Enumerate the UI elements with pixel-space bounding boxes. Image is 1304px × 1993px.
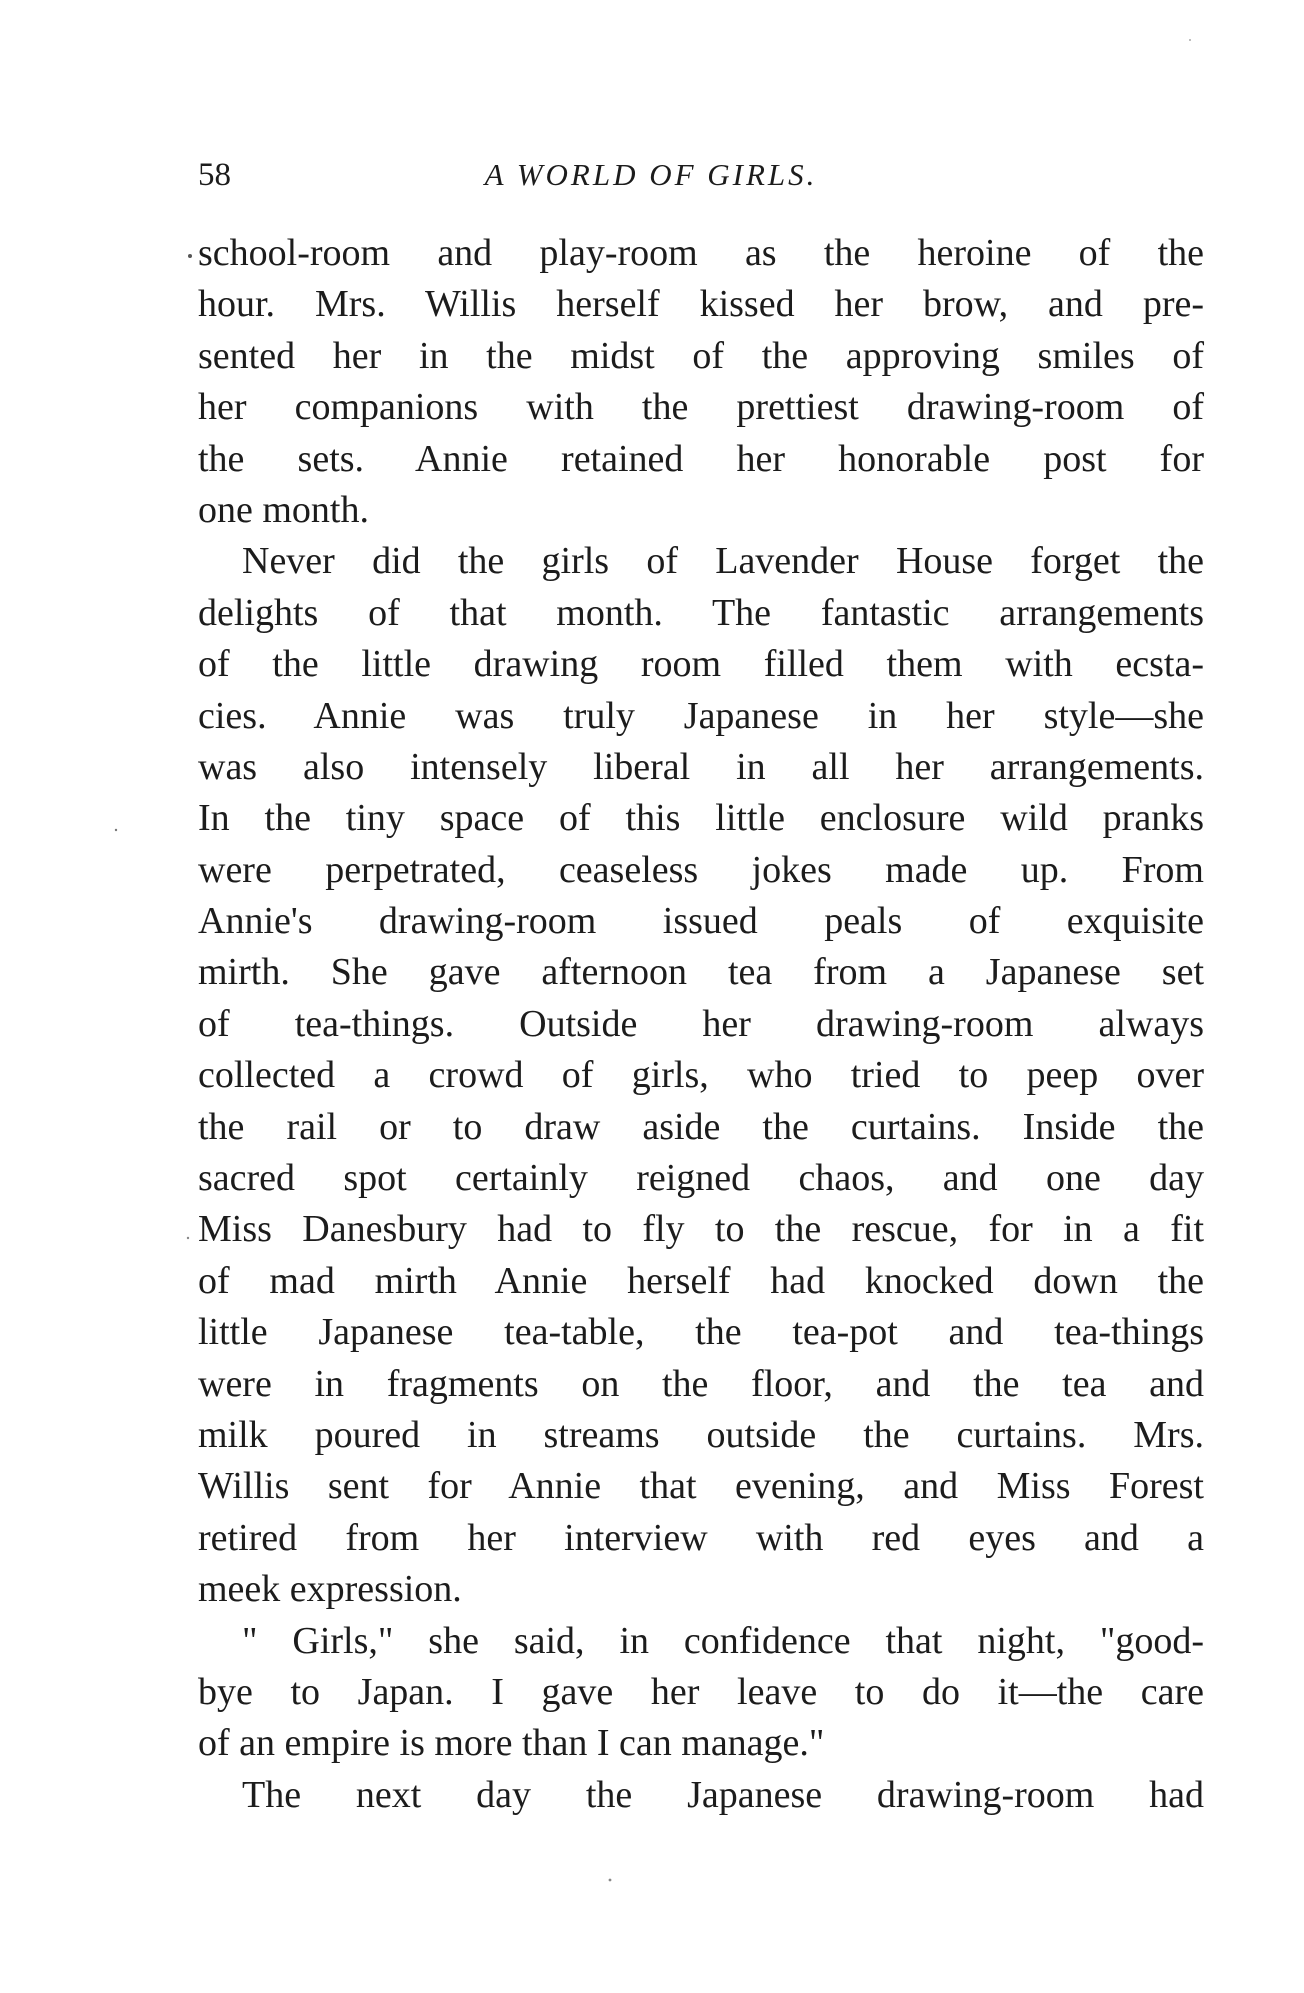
text-line: of the little drawing room filled them with ecsta- xyxy=(198,643,1204,686)
text-line: of an empire is more than I can manage." xyxy=(198,1722,825,1765)
text-line: Willis sent for Annie that evening, and Miss Forest xyxy=(198,1465,1204,1508)
text-line: mirth. She gave afternoon tea from a Japanese set xyxy=(198,951,1204,994)
body-text xyxy=(198,228,1204,1821)
text-line: of mad mirth Annie herself had knocked down the xyxy=(198,1259,1204,1302)
running-title: A WORLD OF GIRLS. xyxy=(484,157,818,192)
text-line: meek expression. xyxy=(198,1568,462,1611)
text-line: were in fragments on the floor, and the tea and xyxy=(198,1362,1204,1405)
text-line: milk poured in streams outside the curtains. Mrs. xyxy=(198,1413,1204,1456)
text-line: Never did the girls of Lavender House forget the xyxy=(242,540,1204,583)
text-line: sented her in the midst of the approving smiles of xyxy=(198,334,1204,377)
text-line: was also intensely liberal in all her arrangements. xyxy=(198,745,1204,788)
text-line: one month. xyxy=(198,488,369,531)
paper-speck xyxy=(609,1879,612,1882)
text-line: were perpetrated, ceaseless jokes made up. From xyxy=(198,848,1204,891)
text-line: the rail or to draw aside the curtains. Inside the xyxy=(198,1105,1204,1148)
text-line: school-room and play-room as the heroine of the xyxy=(198,232,1204,274)
text-line: " Girls," she said, in confidence that night, "good- xyxy=(242,1619,1204,1662)
page-header xyxy=(198,150,1204,200)
text-line: Annie's drawing-room issued peals of exquisite xyxy=(198,900,1204,943)
text-line: Miss Danesbury had to fly to the rescue, for in a fit xyxy=(198,1208,1204,1251)
text-line: her companions with the prettiest drawing-room of xyxy=(198,386,1204,429)
page-number: 58 xyxy=(198,157,231,193)
text-line: bye to Japan. I gave her leave to do it—the care xyxy=(198,1670,1204,1713)
text-line: of tea-things. Outside her drawing-room always xyxy=(198,1002,1204,1045)
text-line: the sets. Annie retained her honorable post for xyxy=(198,437,1204,480)
text-line: hour. Mrs. Willis herself kissed her brow, and pre- xyxy=(198,283,1204,326)
paper-speck xyxy=(187,1237,189,1239)
paper-speck xyxy=(188,254,192,258)
text-line: collected a crowd of girls, who tried to peep over xyxy=(198,1054,1204,1097)
paper-speck xyxy=(1189,39,1191,41)
text-line: sacred spot certainly reigned chaos, and one day xyxy=(198,1157,1204,1200)
paper-speck xyxy=(115,829,117,831)
text-line: retired from her interview with red eyes and a xyxy=(198,1516,1204,1559)
text-line: cies. Annie was truly Japanese in her style—she xyxy=(198,694,1204,737)
text-line: In the tiny space of this little enclosure wild pranks xyxy=(198,797,1204,840)
text-line: The next day the Japanese drawing-room had xyxy=(242,1773,1204,1816)
text-line: delights of that month. The fantastic arrangements xyxy=(198,591,1204,634)
text-line: little Japanese tea-table, the tea-pot and tea-things xyxy=(198,1311,1204,1354)
